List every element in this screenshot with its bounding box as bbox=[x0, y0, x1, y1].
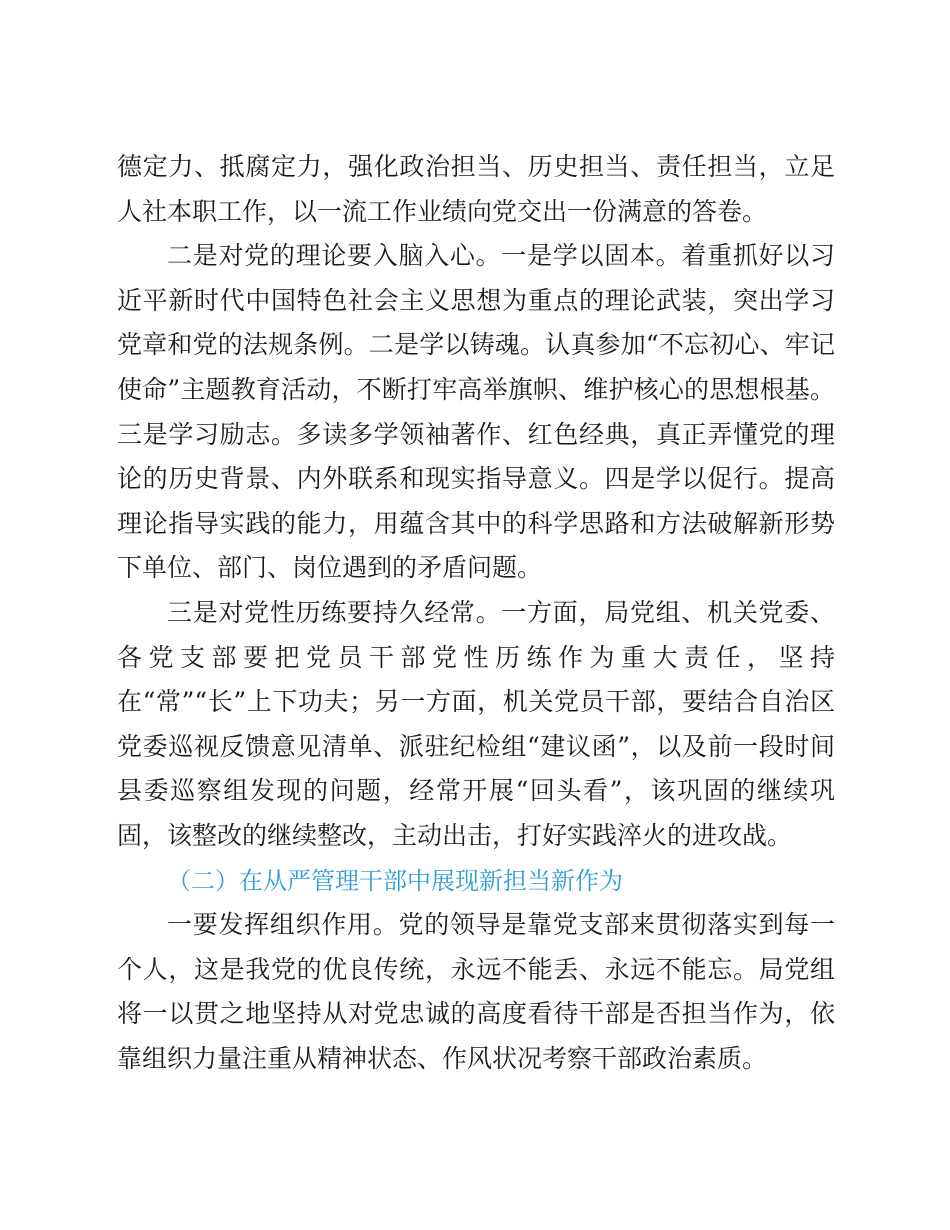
document-page bbox=[117, 145, 835, 1081]
paragraph-party-spirit: 三是对党性历练要持久经常。一方面，局党组、机关党委、各党支部要把党员干部党性历练作为重大责任，坚持在“常”“长”上下功夫；另一方面，机关党员干部，要结合自治区党委巡视反馈意见清单、派驻纪检组“建议函”，以及前一段时间县委巡察组发现的问题，经常开展“回头看”，该巩固的继续巩固，该整改的继续整改，主动出击，打好实践淬火的进攻战。 bbox=[117, 597, 835, 850]
section-heading: （二）在从严管理干部中展现新担当新作为 bbox=[167, 866, 623, 895]
paragraph-continuation: 德定力、抵腐定力，强化政治担当、历史担当、责任担当，立足人社本职工作，以一流工作业绩向党交出一份满意的答卷。 bbox=[117, 152, 835, 226]
paragraph-organization-role: 一要发挥组织作用。党的领导是靠党支部来贯彻落实到每一个人，这是我党的优良传统，永远不能丢、永远不能忘。局党组将一以贯之地坚持从对党忠诚的高度看待干部是否担当作为，依靠组织力量注重从精神状态、作风状况考察干部政治素质。 bbox=[117, 910, 835, 1073]
paragraph-party-theory: 二是对党的理论要入脑入心。一是学以固本。着重抓好以习近平新时代中国特色社会主义思想为重点的理论武装，突出学习党章和党的法规条例。二是学以铸魂。认真参加“不忘初心、牢记使命”主题教育活动，不断打牢高举旗帜、维护核心的思想根基。三是学习励志。多读多学领袖著作、红色经典，真正弄懂党的理论的历史背景、内外联系和现实指导意义。四是学以促行。提高理论指导实践的能力，用蕴含其中的科学思路和方法破解新形势下单位、部门、岗位遇到的矛盾问题。 bbox=[117, 241, 835, 583]
